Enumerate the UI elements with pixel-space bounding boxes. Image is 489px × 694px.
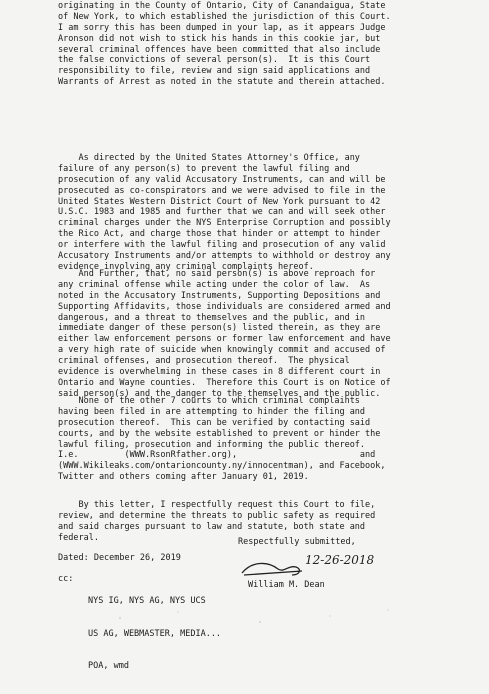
text-line: By this letter, I respectfully request this Court to file, [58,500,376,510]
text-line: And Further, that, no said person(s) is above reproach for [58,269,376,279]
text-line: or interfere with the lawful filing and prosecution of any valid [58,240,386,251]
text-line: evidence involving any criminal complaints hereof. [58,261,314,272]
text-line: the false convictions of several person(s). It is this Court [58,55,371,66]
text-line: several criminal offences have been committed that also include [58,44,381,55]
text-line: criminal charges under the NYS Enterprise Corruption and possibly [58,218,391,229]
text-line: responsibility to file, review and sign said applications and [58,66,371,77]
text-line: criminal offenses, and prosecution thereof. The physical [58,356,350,367]
text-line: having been filed in are attempting to hinder the filing and [58,406,366,417]
cc-label: cc: [58,574,74,584]
cc-block [58,574,222,672]
text-line: either law enforcement persons or former law enforcement and have [58,334,391,345]
text-line: of New York, to which established the jurisdiction of this Court. [58,11,391,22]
text-line: said person(s) and the danger to the themselves and the public. [58,388,381,399]
text-line: Ontario and Wayne counties. Therefore this Court is on Notice of [58,377,391,388]
signer-name: William M. Dean [248,580,325,590]
text-line: prosecution of any valid Accusatory Instruments, can and will be [58,174,386,185]
text-line: As directed by the United States Attorney's Office, any [58,153,360,163]
text-line: evidence is overwhelming in these cases in 8 different court in [58,367,381,378]
text-line: Twitter and others coming after January 01, 2019. [58,472,309,483]
respectfully-submitted: Respectfully submitted, [238,537,356,547]
text-line: dangerous, and a threat to themselves and the public, and in [58,312,366,323]
signature-date: 12-26-2018 [305,553,375,567]
paragraph-1 [58,1,442,88]
paragraph-4 [58,396,442,483]
text-line: a very high rate of suicide when knowingly commit and accused of [58,345,386,356]
text-line: federal. [58,532,99,543]
text-line: None of the other 7 courts to which criminal complaints [58,396,360,406]
text-line: Accusatory Instruments and/or attempts to withhold or destroy any [58,251,391,262]
text-line: Supporting Affidavits, those individuals are considered armed and [58,301,391,312]
text-line: courts, and by the website established to prevent or hinder the [58,428,381,439]
text-line: failure of any person(s) to prevent the lawful filing and [58,163,350,174]
text-line: Aronson did not wish to stick his hands in this cookie jar, but [58,33,381,44]
paragraph-2 [58,153,442,273]
text-line: (WWW.Wikileaks.com/ontarioncounty.ny/innocentman), and Facebook, [58,461,386,472]
text-line: immediate danger of these person(s) listed therein, as they are [58,323,381,334]
text-line: originating in the County of Ontario, City of Canandaigua, State [58,1,386,11]
text-line: the Rico Act, and charge those that hinder or attempt to hinder [58,229,381,240]
cc-line: NYS IG, NYS AG, NYS UCS [88,595,206,606]
text-line: review, and determine the threats to public safety as required [58,510,376,521]
text-line: prosecuted as co-conspirators and we were advised to file in the [58,185,386,196]
dated-line: Dated: December 26, 2019 [58,553,181,563]
cc-line: US AG, WEBMASTER, MEDIA... [88,628,222,639]
text-line: Warrants of Arrest as noted in the statute and therein attached. [58,77,386,88]
text-line: noted in the Accusatory Instruments, Supporting Depositions and [58,290,381,301]
text-line: and said charges pursuant to law and statute, both state and [58,521,366,532]
cc-line: POA, wmd [88,661,129,672]
text-line: I.e. (WWW.RsonRfather.org), and [58,450,376,461]
text-line: prosecution thereof. This can be verified by contacting said [58,417,371,428]
text-line: I am sorry this has been dumped in your lap, as it appears Judge [58,22,386,33]
text-line: United States Western District Court of New York pursuant to 42 [58,196,381,207]
paragraph-3 [58,269,442,400]
text-line: lawful filing, prosecution and informing the public thereof. [58,439,366,450]
text-line: U.S.C. 1983 and 1985 and further that we can and will seek other [58,207,386,218]
text-line: any criminal offense while acting under the color of law. As [58,279,371,290]
cc-recipients [88,574,221,694]
